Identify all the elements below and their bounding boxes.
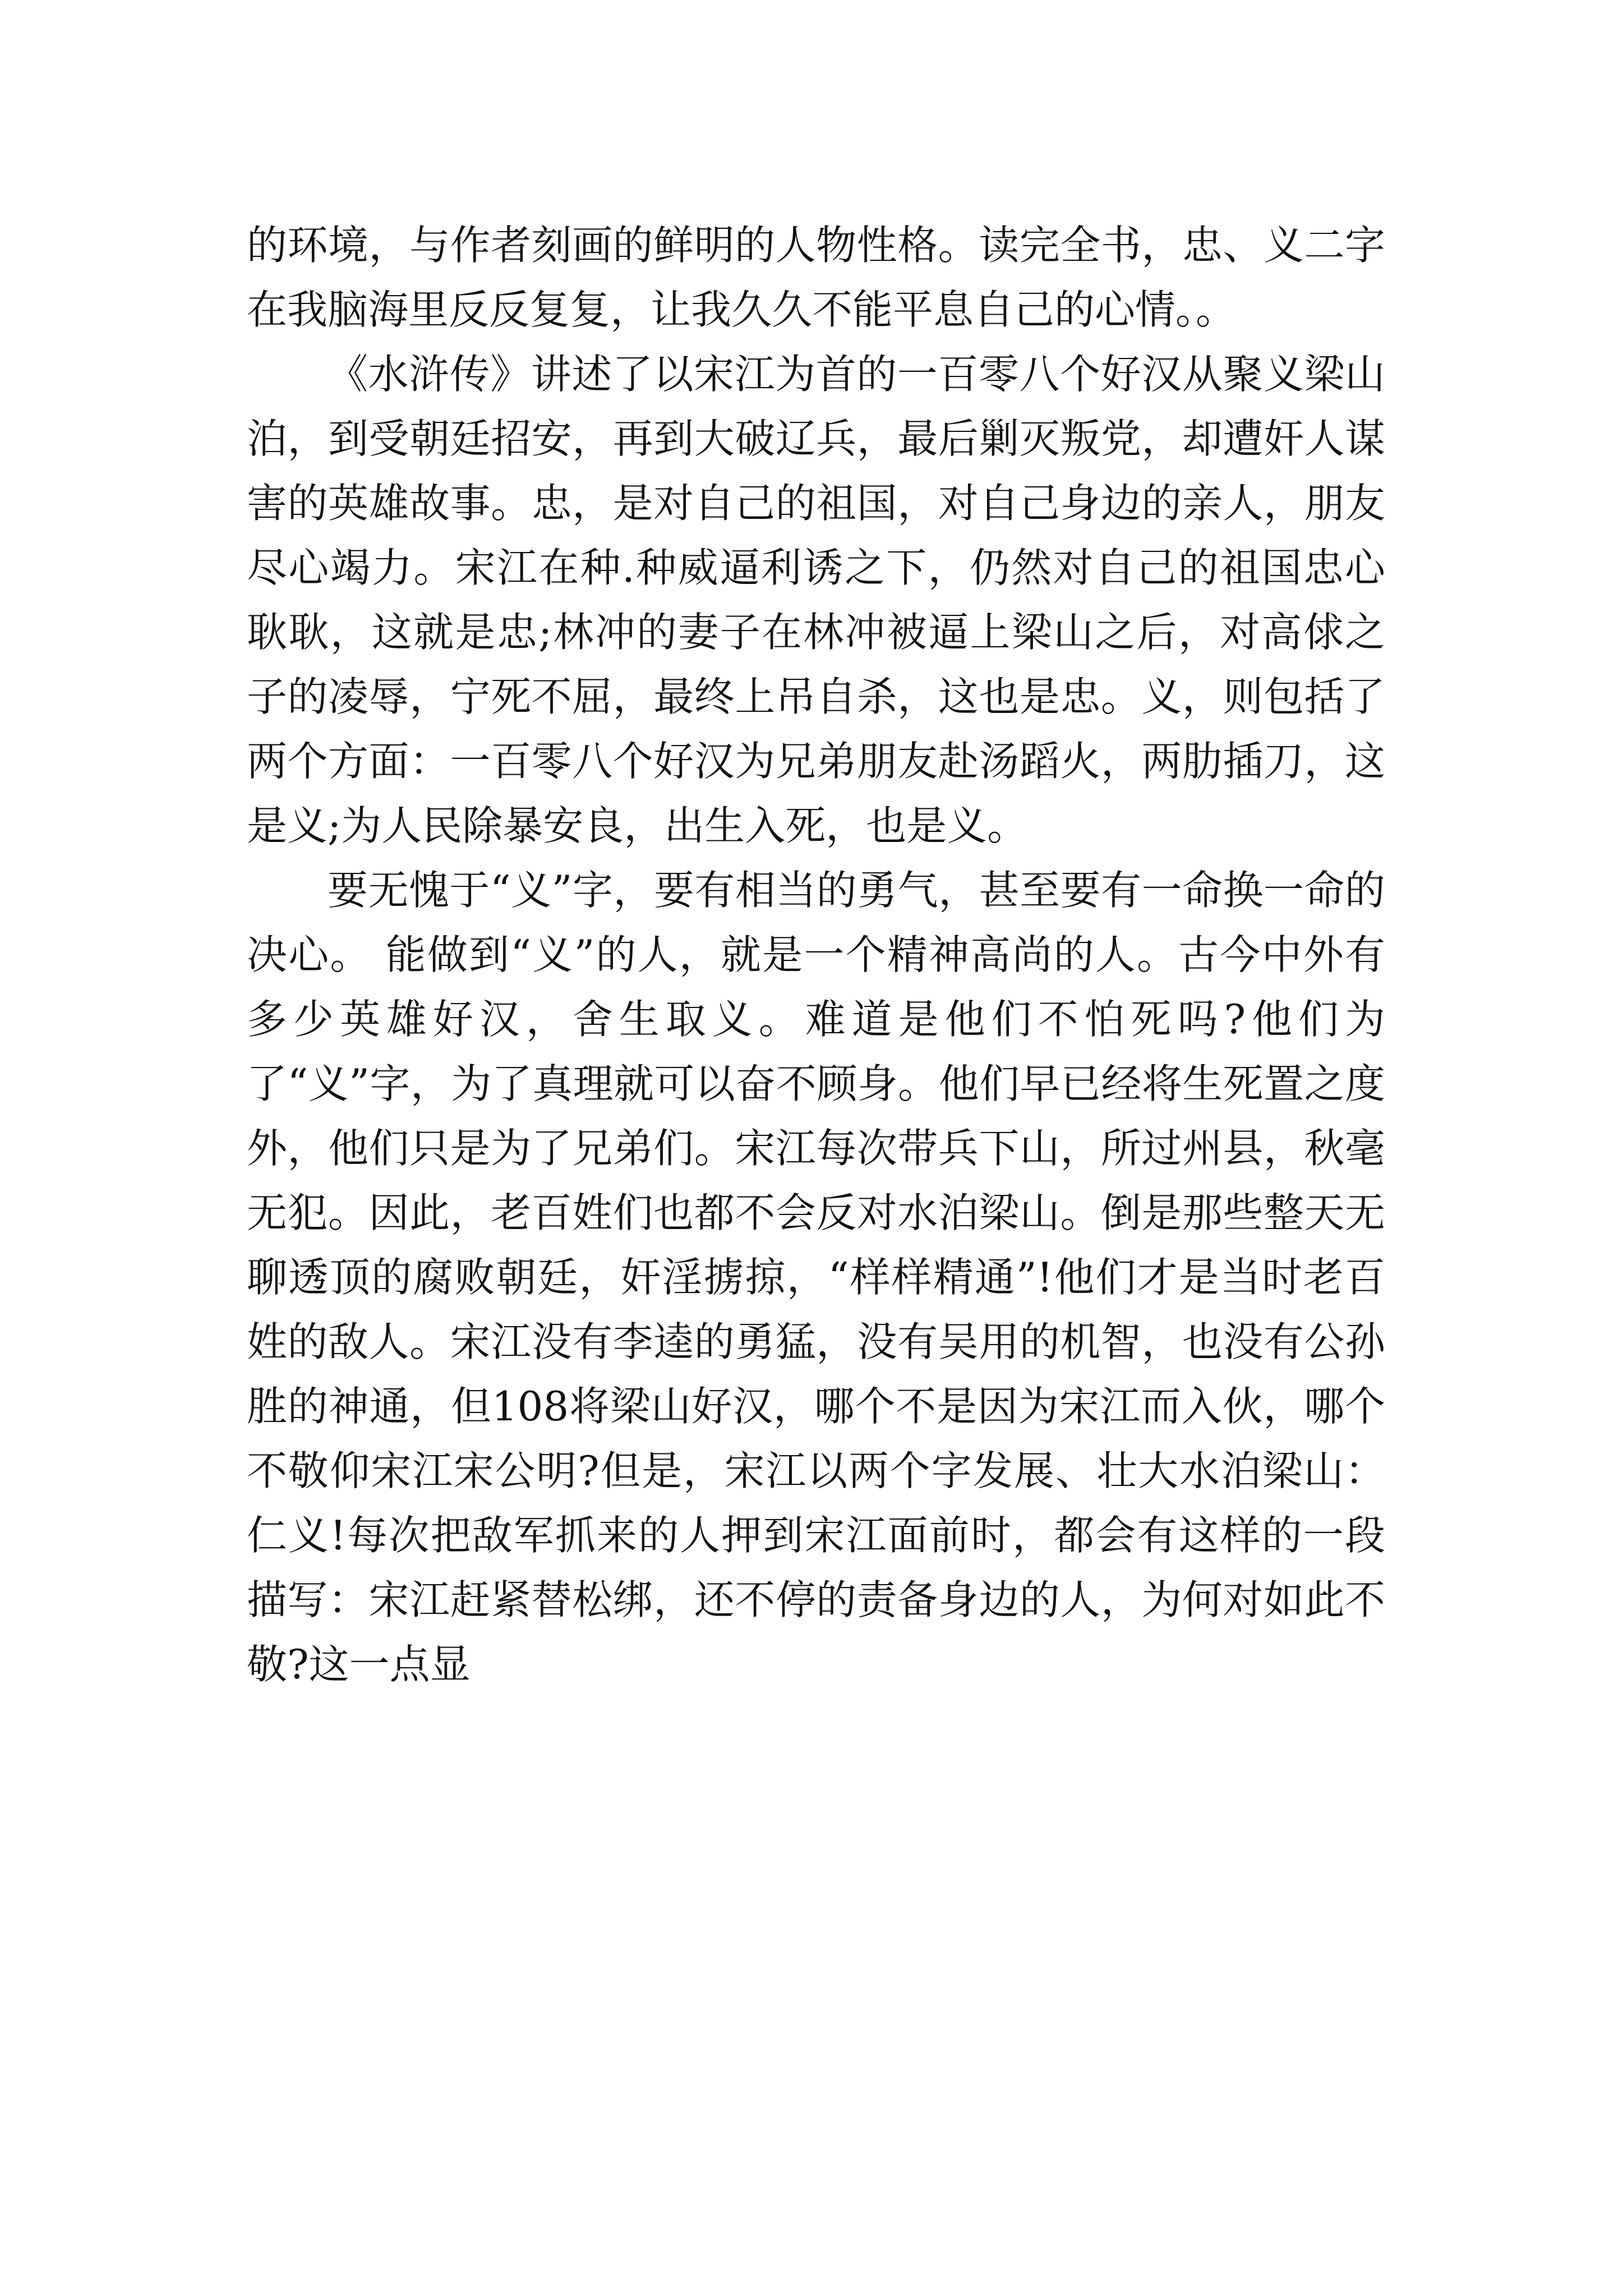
document-body <box>247 213 1385 1697</box>
paragraph-2: 《水浒传》讲述了以宋江为首的一百零八个好汉从聚义梁山泊，到受朝廷招安，再到大破辽兵，最后剿灭叛党，却遭奸人谋害的英雄故事。忠，是对自己的祖国，对自己身边的亲人，朋友尽心竭力。宋江在种.种威逼利诱之下，仍然对自己的祖国忠心耿耿，这就是忠;林冲的妻子在林冲被逼上梁山之后，对高俅之子的凌辱，宁死不屈，最终上吊自杀，这也是忠。义，则包括了两个方面：一百零八个好汉为兄弟朋友赴汤蹈火，两肋插刀，这是义;为人民除暴安良，出生入死，也是义。 <box>247 351 1385 849</box>
paragraph-1: 的环境，与作者刻画的鲜明的人物性格。读完全书，忠、义二字在我脑海里反反复复，让我久久不能平息自己的心情。。 <box>247 222 1385 333</box>
paragraph-3: 要无愧于“义”字，要有相当的勇气，甚至要有一命换一命的决心。 能做到“义”的人，就是一个精神高尚的人。古今中外有多少英雄好汉，舍生取义。难道是他们不怕死吗?他们为了“义”字，为了真理就可以奋不顾身。他们早已经将生死置之度外，他们只是为了兄弟们。宋江每次带兵下山，所过州县，秋毫无犯。因此，老百姓们也都不会反对水泊梁山。倒是那些整天无聊透顶的腐败朝廷，奸淫掳掠，“样样精通”!他们才是当时老百姓的敌人。宋江没有李逵的勇猛，没有吴用的机智，也没有公孙胜的神通，但108将梁山好汉，哪个不是因为宋江而入伙，哪个不敬仰宋江宋公明?但是，宋江以两个字发展、壮大水泊梁山：仁义!每次把敌军抓来的人押到宋江面前时，都会有这样的一段描写：宋江赶紧替松绑，还不停的责备身边的人，为何对如此不敬?这一点显 <box>247 867 1385 1688</box>
